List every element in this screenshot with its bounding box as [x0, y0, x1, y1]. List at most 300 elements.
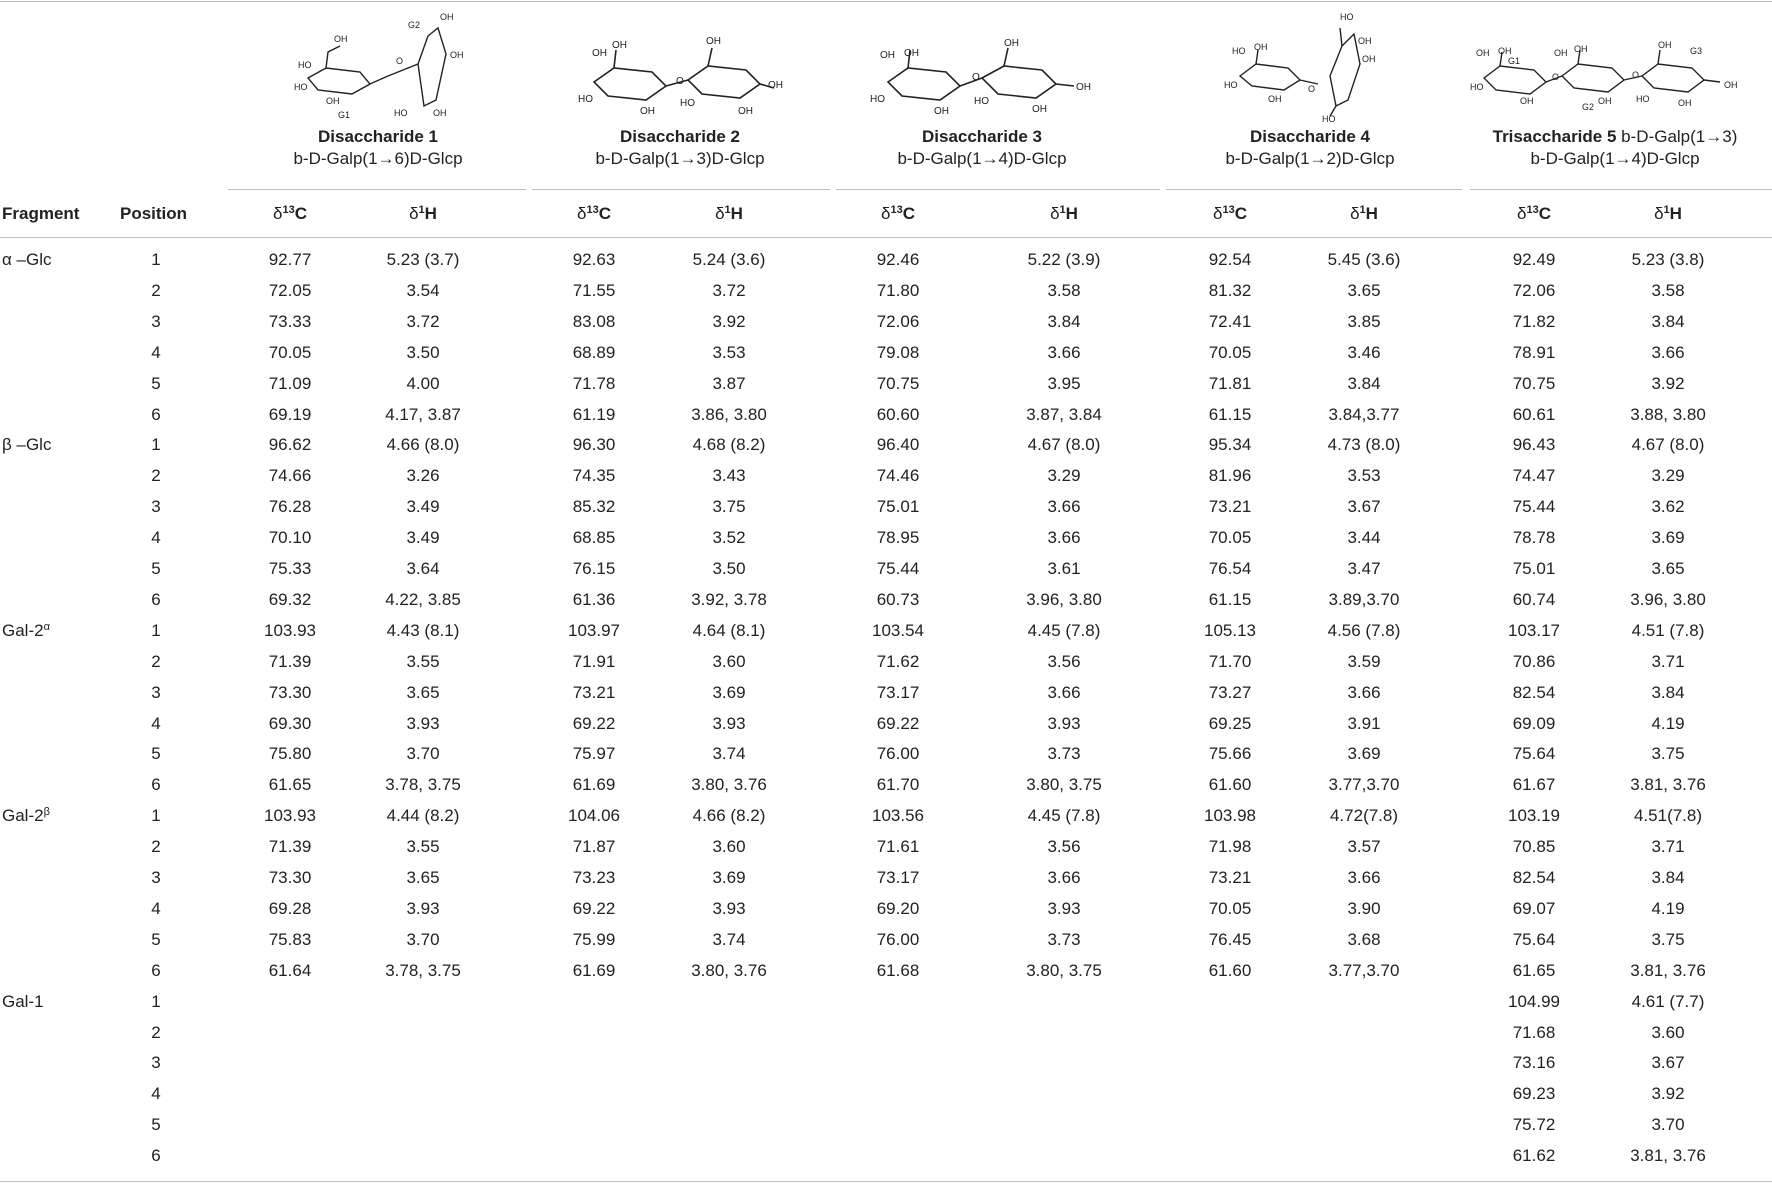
- shift-1h-cell: 3.78, 3.75: [385, 775, 461, 795]
- compound-linkage: b-D-Galp(1→4)D-Glcp: [1530, 149, 1700, 168]
- svg-text:O: O: [1632, 70, 1640, 80]
- shift-1h-cell: 3.69: [1347, 744, 1381, 764]
- shift-13c-cell: 71.78: [572, 373, 616, 393]
- svg-text:OH: OH: [1476, 48, 1490, 58]
- shift-13c-cell: 70.05: [268, 342, 312, 362]
- shift-1h-cell: 3.93: [406, 713, 440, 733]
- fragment-name: β –Glc: [2, 435, 52, 455]
- shift-1h-cell: 4.61 (7.7): [1631, 991, 1705, 1011]
- isotope-superscript: 1: [724, 204, 731, 216]
- position-cell: 4: [151, 898, 161, 918]
- shift-13c-cell: 61.67: [1512, 775, 1556, 795]
- shift-13c-cell: 79.08: [876, 342, 920, 362]
- shift-13c-cell: 61.68: [876, 960, 920, 980]
- shift-1h-cell: 3.68: [1347, 929, 1381, 949]
- shift-13c-cell: 74.35: [572, 466, 616, 486]
- shift-13c-cell: 61.36: [572, 589, 616, 609]
- position-cell: 4: [151, 1084, 161, 1104]
- shift-13c-cell: 92.77: [268, 250, 312, 269]
- shift-13c-cell: 83.08: [572, 311, 616, 331]
- header-rule: [0, 237, 1772, 238]
- position-cell: 5: [151, 929, 161, 949]
- compound-header-4: [1160, 6, 1460, 176]
- header-delta-1h: [1350, 203, 1378, 225]
- delta-symbol: δ: [1654, 204, 1664, 223]
- svg-text:O: O: [1552, 72, 1560, 82]
- position-cell: 2: [151, 837, 161, 857]
- position-cell: 5: [151, 1115, 161, 1135]
- shift-1h-cell: 5.24 (3.6): [692, 250, 766, 269]
- shift-13c-cell: 104.99: [1508, 991, 1560, 1011]
- shift-13c-cell: 70.05: [1208, 342, 1252, 362]
- shift-13c-cell: 72.41: [1208, 311, 1252, 331]
- shift-1h-cell: 4.19: [1651, 713, 1685, 733]
- ring-label-g2: G2: [408, 20, 421, 30]
- shift-13c-cell: 73.21: [1208, 497, 1252, 517]
- shift-13c-cell: 70.10: [268, 528, 312, 548]
- shift-13c-cell: 75.97: [572, 744, 616, 764]
- delta-symbol: δ: [715, 204, 725, 223]
- shift-13c-cell: 73.30: [268, 682, 312, 702]
- shift-13c-cell: 75.33: [268, 559, 312, 578]
- delta-symbol: δ: [1050, 204, 1060, 223]
- shift-13c-cell: 69.23: [1512, 1084, 1556, 1104]
- structure-trisaccharide-5: [1470, 6, 1760, 124]
- shift-13c-cell: 71.39: [268, 837, 312, 857]
- shift-1h-cell: 4.67 (8.0): [1631, 435, 1705, 455]
- shift-13c-cell: 70.75: [876, 373, 920, 393]
- shift-1h-cell: 3.74: [712, 929, 746, 949]
- shift-13c-cell: 71.91: [572, 651, 616, 671]
- shift-1h-cell: 3.44: [1347, 528, 1381, 548]
- delta-symbol: δ: [1213, 204, 1223, 223]
- shift-1h-cell: 3.60: [712, 837, 746, 857]
- shift-1h-cell: 3.93: [1047, 898, 1081, 918]
- compound-name: [1462, 126, 1768, 148]
- shift-1h-cell: 3.80, 3.75: [1026, 960, 1102, 980]
- nucleus-label: H: [1365, 204, 1378, 223]
- shift-1h-cell: 4.00: [406, 373, 440, 393]
- fragment-name: Gal-1: [2, 991, 44, 1011]
- shift-1h-cell: 3.72: [712, 280, 746, 300]
- svg-text:OH: OH: [1520, 96, 1534, 106]
- fragment-label: [2, 620, 50, 642]
- shift-13c-cell: 103.56: [872, 806, 924, 826]
- shift-13c-cell: 74.46: [876, 466, 920, 486]
- position-cell: 6: [151, 960, 161, 980]
- compound-linkage: b-D-Galp(1→3)D-Glcp: [595, 149, 765, 168]
- header-delta-1h: [409, 203, 437, 225]
- shift-13c-cell: 75.64: [1512, 744, 1556, 764]
- shift-13c-cell: 96.30: [572, 435, 616, 455]
- shift-13c-cell: 73.17: [876, 682, 920, 702]
- shift-1h-cell: 4.72(7.8): [1329, 806, 1399, 826]
- compound-name: Disaccharide 2: [619, 127, 740, 146]
- svg-text:HO: HO: [1232, 46, 1246, 56]
- svg-text:OH: OH: [1598, 96, 1612, 106]
- header-position: Position: [120, 204, 188, 223]
- delta-symbol: δ: [409, 204, 419, 223]
- shift-1h-cell: 3.58: [1651, 280, 1685, 300]
- shift-13c-cell: 69.07: [1512, 898, 1556, 918]
- shift-13c-cell: 71.81: [1208, 373, 1252, 393]
- shift-13c-cell: 103.97: [568, 620, 620, 640]
- nucleus-label: C: [598, 204, 611, 223]
- fragment-label: [2, 434, 51, 456]
- fragment-label: [2, 805, 50, 827]
- svg-text:OH: OH: [904, 48, 919, 59]
- shift-13c-cell: 73.27: [1208, 682, 1252, 702]
- shift-1h-cell: 3.49: [406, 497, 440, 517]
- shift-13c-cell: 73.21: [1208, 868, 1252, 887]
- shift-13c-cell: 103.19: [1508, 806, 1560, 826]
- shift-1h-cell: 3.71: [1651, 651, 1685, 671]
- nucleus-label: H: [1669, 204, 1682, 223]
- shift-1h-cell: 4.51(7.8): [1633, 806, 1703, 826]
- position-cell: 5: [151, 744, 161, 764]
- nucleus-label: C: [902, 204, 915, 223]
- compound-header-2: [530, 6, 830, 176]
- position-cell: 1: [151, 435, 161, 455]
- position-cell: 3: [151, 311, 161, 331]
- shift-13c-cell: 76.00: [876, 744, 920, 764]
- shift-13c-cell: 73.17: [876, 868, 920, 887]
- shift-13c-cell: 72.05: [268, 280, 312, 300]
- shift-13c-cell: 75.01: [1512, 559, 1556, 578]
- fragment-label: [2, 249, 52, 271]
- svg-text:OH: OH: [768, 80, 783, 91]
- shift-1h-cell: 3.66: [1347, 682, 1381, 702]
- shift-1h-cell: 3.80, 3.75: [1026, 775, 1102, 795]
- position-cell: 1: [151, 250, 161, 269]
- shift-13c-cell: 69.28: [268, 898, 312, 918]
- shift-1h-cell: 3.88, 3.80: [1630, 404, 1706, 424]
- svg-text:OH: OH: [440, 12, 454, 22]
- shift-13c-cell: 61.62: [1512, 1146, 1556, 1166]
- position-cell: 1: [151, 806, 161, 826]
- svg-text:O: O: [396, 56, 404, 66]
- shift-1h-cell: 4.44 (8.2): [386, 806, 460, 826]
- header-delta-1h: [1050, 203, 1078, 225]
- shift-1h-cell: 3.52: [712, 528, 746, 548]
- shift-1h-cell: 3.66: [1047, 497, 1081, 517]
- shift-1h-cell: 5.22 (3.9): [1027, 250, 1101, 269]
- shift-1h-cell: 3.62: [1651, 497, 1685, 517]
- shift-13c-cell: 96.43: [1512, 435, 1556, 455]
- shift-13c-cell: 69.09: [1512, 713, 1556, 733]
- position-cell: 5: [151, 559, 161, 578]
- group-rule-1: [228, 189, 526, 190]
- position-cell: 2: [151, 651, 161, 671]
- compound-name: Disaccharide 3: [921, 127, 1042, 146]
- shift-1h-cell: 3.58: [1047, 280, 1081, 300]
- nucleus-label: H: [730, 204, 743, 223]
- shift-1h-cell: 3.91: [1347, 713, 1381, 733]
- shift-13c-cell: 70.85: [1512, 837, 1556, 857]
- shift-13c-cell: 81.96: [1208, 466, 1252, 486]
- compound-name-text: Trisaccharide 5: [1492, 127, 1617, 146]
- svg-text:HO: HO: [1340, 12, 1354, 22]
- shift-1h-cell: 5.23 (3.7): [386, 250, 460, 269]
- isotope-superscript: 1: [1059, 204, 1066, 216]
- svg-text:OH: OH: [1658, 40, 1672, 50]
- shift-1h-cell: 4.19: [1651, 898, 1685, 918]
- svg-text:OH: OH: [1554, 48, 1568, 58]
- compound-linkage: b-D-Galp(1→4)D-Glcp: [897, 149, 1067, 168]
- shift-13c-cell: 69.25: [1208, 713, 1252, 733]
- delta-symbol: δ: [881, 204, 891, 223]
- shift-1h-cell: 4.73 (8.0): [1327, 435, 1401, 455]
- shift-13c-cell: 76.45: [1208, 929, 1252, 949]
- shift-1h-cell: 3.59: [1347, 651, 1381, 671]
- shift-1h-cell: 4.45 (7.8): [1027, 806, 1101, 826]
- shift-13c-cell: 76.54: [1208, 559, 1252, 578]
- shift-13c-cell: 60.61: [1512, 404, 1556, 424]
- shift-1h-cell: 3.81, 3.76: [1630, 960, 1706, 980]
- shift-1h-cell: 3.87, 3.84: [1026, 404, 1102, 424]
- compound-header-1: [228, 6, 528, 176]
- shift-1h-cell: 3.93: [406, 898, 440, 918]
- shift-1h-cell: 3.53: [712, 342, 746, 362]
- compound-linkage-inline: b-D-Galp(1→3): [1621, 127, 1738, 146]
- shift-1h-cell: 3.80, 3.76: [691, 775, 767, 795]
- shift-1h-cell: 3.89,3.70: [1328, 589, 1400, 609]
- position-cell: 4: [151, 528, 161, 548]
- header-delta-13c: [273, 203, 307, 225]
- shift-1h-cell: 3.65: [1347, 280, 1381, 300]
- shift-13c-cell: 81.32: [1208, 280, 1252, 300]
- shift-13c-cell: 61.60: [1208, 775, 1252, 795]
- isotope-superscript: 1: [1663, 204, 1670, 216]
- shift-1h-cell: 3.78, 3.75: [385, 960, 461, 980]
- shift-1h-cell: 3.84: [1651, 311, 1685, 331]
- shift-1h-cell: 4.17, 3.87: [385, 404, 461, 424]
- svg-text:OH: OH: [1678, 98, 1692, 108]
- svg-text:OH: OH: [592, 48, 607, 59]
- shift-1h-cell: 3.66: [1651, 342, 1685, 362]
- shift-1h-cell: 3.55: [406, 837, 440, 857]
- shift-1h-cell: 4.45 (7.8): [1027, 620, 1101, 640]
- shift-13c-cell: 85.32: [572, 497, 616, 517]
- shift-1h-cell: 3.66: [1047, 682, 1081, 702]
- shift-1h-cell: 3.53: [1347, 466, 1381, 486]
- shift-1h-cell: 3.69: [712, 682, 746, 702]
- svg-text:HO: HO: [578, 94, 593, 105]
- header-delta-13c: [1213, 203, 1247, 225]
- shift-1h-cell: 4.66 (8.0): [386, 435, 460, 455]
- shift-13c-cell: 71.87: [572, 837, 616, 857]
- shift-13c-cell: 69.22: [876, 713, 920, 733]
- shift-1h-cell: 3.77,3.70: [1328, 775, 1400, 795]
- nucleus-label: C: [1538, 204, 1551, 223]
- shift-13c-cell: 78.91: [1512, 342, 1556, 362]
- shift-1h-cell: 3.84,3.77: [1328, 404, 1400, 424]
- svg-text:OH: OH: [1254, 42, 1268, 52]
- shift-13c-cell: 61.65: [268, 775, 312, 795]
- fragment-label: [2, 991, 44, 1013]
- svg-text:OH: OH: [433, 108, 447, 118]
- shift-13c-cell: 72.06: [1512, 280, 1556, 300]
- svg-text:OH: OH: [934, 106, 949, 117]
- position-cell: 2: [151, 280, 161, 300]
- shift-1h-cell: 3.71: [1651, 837, 1685, 857]
- shift-1h-cell: 3.96, 3.80: [1026, 589, 1102, 609]
- svg-text:HO: HO: [680, 98, 695, 109]
- isotope-superscript: 13: [1526, 204, 1539, 216]
- shift-13c-cell: 73.23: [572, 868, 616, 887]
- position-cell: 5: [151, 373, 161, 393]
- shift-1h-cell: 3.72: [406, 311, 440, 331]
- shift-13c-cell: 75.66: [1208, 744, 1252, 764]
- fragment-anomer-superscript: β: [43, 806, 50, 819]
- shift-13c-cell: 92.46: [876, 250, 920, 269]
- shift-13c-cell: 61.60: [1208, 960, 1252, 980]
- shift-13c-cell: 61.65: [1512, 960, 1556, 980]
- fragment-name: α –Glc: [2, 250, 52, 269]
- header-delta-1h: [715, 203, 743, 225]
- shift-1h-cell: 3.69: [712, 868, 746, 887]
- shift-13c-cell: 76.28: [268, 497, 312, 517]
- position-cell: 2: [151, 466, 161, 486]
- shift-1h-cell: 3.65: [1651, 559, 1685, 578]
- shift-13c-cell: 72.06: [876, 311, 920, 331]
- shift-1h-cell: 3.70: [1651, 1115, 1685, 1135]
- shift-13c-cell: 103.98: [1204, 806, 1256, 826]
- shift-1h-cell: 3.84: [1651, 868, 1685, 887]
- shift-13c-cell: 92.49: [1512, 250, 1556, 269]
- shift-1h-cell: 3.67: [1651, 1053, 1685, 1073]
- shift-13c-cell: 103.17: [1508, 620, 1560, 640]
- shift-1h-cell: 3.65: [406, 682, 440, 702]
- shift-13c-cell: 75.64: [1512, 929, 1556, 949]
- svg-text:OH: OH: [1076, 82, 1091, 93]
- shift-13c-cell: 105.13: [1204, 620, 1256, 640]
- shift-13c-cell: 95.34: [1208, 435, 1252, 455]
- svg-text:OH: OH: [612, 40, 627, 51]
- shift-1h-cell: 3.90: [1347, 898, 1381, 918]
- shift-1h-cell: 3.81, 3.76: [1630, 1146, 1706, 1166]
- svg-text:OH: OH: [640, 106, 655, 117]
- isotope-superscript: 1: [1359, 204, 1366, 216]
- ring-label-g3: G3: [1690, 46, 1703, 56]
- shift-13c-cell: 75.44: [876, 559, 920, 578]
- group-rule-5: [1470, 189, 1772, 190]
- svg-text:HO: HO: [870, 94, 885, 105]
- shift-13c-cell: 69.30: [268, 713, 312, 733]
- shift-13c-cell: 75.01: [876, 497, 920, 517]
- shift-13c-cell: 69.20: [876, 898, 920, 918]
- shift-1h-cell: 3.50: [712, 559, 746, 578]
- structure-disaccharide-3: [864, 6, 1100, 124]
- structure-disaccharide-4: [1210, 6, 1410, 124]
- shift-1h-cell: 3.61: [1047, 559, 1081, 578]
- shift-1h-cell: 3.93: [1047, 713, 1081, 733]
- shift-1h-cell: 3.29: [1651, 466, 1685, 486]
- shift-1h-cell: 3.67: [1347, 497, 1381, 517]
- shift-1h-cell: 3.75: [1651, 929, 1685, 949]
- svg-text:OH: OH: [450, 50, 464, 60]
- svg-text:O: O: [676, 76, 684, 87]
- ring-label-g1: G1: [338, 110, 351, 120]
- compound-header-3: [832, 6, 1132, 176]
- shift-13c-cell: 92.63: [572, 250, 616, 269]
- position-cell: 6: [151, 775, 161, 795]
- shift-13c-cell: 74.66: [268, 466, 312, 486]
- shift-13c-cell: 76.15: [572, 559, 616, 578]
- shift-1h-cell: 3.50: [406, 342, 440, 362]
- shift-1h-cell: 3.87: [712, 373, 746, 393]
- shift-13c-cell: 71.68: [1512, 1022, 1556, 1042]
- shift-13c-cell: 68.85: [572, 528, 616, 548]
- shift-13c-cell: 70.05: [1208, 528, 1252, 548]
- position-cell: 3: [151, 497, 161, 517]
- isotope-superscript: 1: [418, 204, 425, 216]
- header-delta-13c: [881, 203, 915, 225]
- fragment-name: Gal-2: [2, 806, 44, 826]
- shift-13c-cell: 71.09: [268, 373, 312, 393]
- shift-13c-cell: 70.86: [1512, 651, 1556, 671]
- shift-1h-cell: 3.92, 3.78: [691, 589, 767, 609]
- shift-1h-cell: 3.70: [406, 929, 440, 949]
- header-delta-1h: [1654, 203, 1682, 225]
- svg-text:OH: OH: [738, 106, 753, 117]
- shift-13c-cell: 92.54: [1208, 250, 1252, 269]
- svg-text:HO: HO: [1470, 82, 1484, 92]
- shift-13c-cell: 76.00: [876, 929, 920, 949]
- shift-13c-cell: 68.89: [572, 342, 616, 362]
- shift-13c-cell: 78.95: [876, 528, 920, 548]
- shift-13c-cell: 73.16: [1512, 1053, 1556, 1073]
- shift-13c-cell: 61.69: [572, 775, 616, 795]
- svg-text:OH: OH: [1498, 46, 1512, 56]
- shift-13c-cell: 82.54: [1512, 682, 1556, 702]
- group-rule-4: [1166, 189, 1462, 190]
- svg-text:OH: OH: [334, 34, 348, 44]
- shift-13c-cell: 69.22: [572, 898, 616, 918]
- shift-13c-cell: 78.78: [1512, 528, 1556, 548]
- shift-1h-cell: 4.51 (7.8): [1631, 620, 1705, 640]
- nucleus-label: H: [424, 204, 437, 223]
- shift-1h-cell: 5.23 (3.8): [1631, 250, 1705, 269]
- shift-1h-cell: 3.43: [712, 466, 746, 486]
- shift-13c-cell: 60.73: [876, 589, 920, 609]
- shift-1h-cell: 3.84: [1047, 311, 1081, 331]
- shift-1h-cell: 3.46: [1347, 342, 1381, 362]
- nucleus-label: C: [1234, 204, 1247, 223]
- svg-text:HO: HO: [1636, 94, 1650, 104]
- shift-1h-cell: 3.70: [406, 744, 440, 764]
- shift-1h-cell: 4.67 (8.0): [1027, 435, 1101, 455]
- shift-1h-cell: 3.47: [1347, 559, 1381, 578]
- compound-header-5: [1462, 6, 1768, 176]
- isotope-superscript: 13: [1222, 204, 1235, 216]
- ring-label-g1: G1: [1508, 56, 1521, 66]
- svg-text:OH: OH: [1574, 44, 1588, 54]
- shift-13c-cell: 70.75: [1512, 373, 1556, 393]
- position-cell: 4: [151, 713, 161, 733]
- header-fragment: Fragment: [2, 204, 80, 223]
- shift-1h-cell: 3.77,3.70: [1328, 960, 1400, 980]
- shift-13c-cell: 69.22: [572, 713, 616, 733]
- shift-1h-cell: 3.80, 3.76: [691, 960, 767, 980]
- shift-1h-cell: 3.74: [712, 744, 746, 764]
- position-cell: 6: [151, 1146, 161, 1166]
- shift-1h-cell: 3.66: [1047, 342, 1081, 362]
- position-cell: 2: [151, 1022, 161, 1042]
- fragment-name: Gal-2: [2, 620, 44, 640]
- position-cell: 6: [151, 404, 161, 424]
- position-cell: 3: [151, 682, 161, 702]
